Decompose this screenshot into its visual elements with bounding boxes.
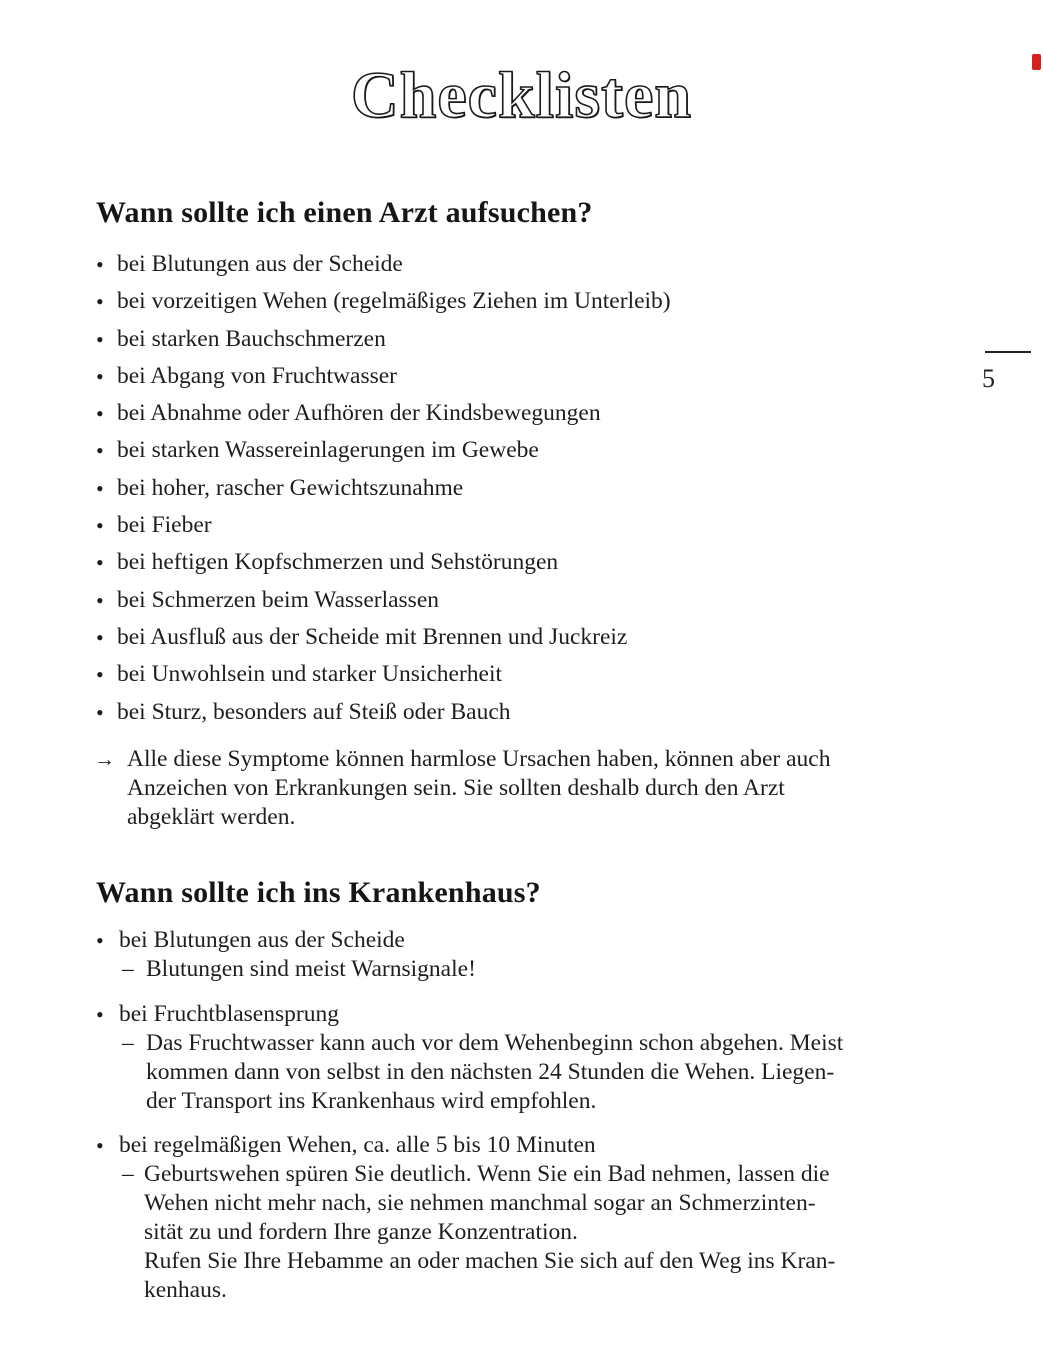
list-item <box>96 246 671 283</box>
hospital-item-detail <box>96 1029 906 1116</box>
page-number-rule <box>985 351 1031 353</box>
detail-line: Rufen Sie Ihre Hebamme an oder machen Sie sich auf den Weg ins Kran- <box>144 1248 836 1274</box>
list-item <box>96 582 671 619</box>
hospital-item-detail <box>96 1160 906 1305</box>
section-heading-doctor: Wann sollte ich einen Arzt aufsuchen? <box>96 196 593 229</box>
arrow-right-icon: → <box>94 747 115 771</box>
dash-icon: – <box>122 956 134 982</box>
note-text: Alle diese Symptome können harmlose Ursachen haben, können aber auch Anzeichen von Erkrankungen sein. Sie sollten deshalb durch den Arzt abgeklärt werden. <box>127 746 831 830</box>
hospital-item <box>96 1131 906 1305</box>
bullet-icon: • <box>96 928 104 953</box>
list-item-text: bei hoher, rascher Gewichtszunahme <box>117 474 464 501</box>
page-title: Checklisten <box>351 59 692 132</box>
hospital-item <box>96 1000 906 1116</box>
hospital-item-head <box>96 1131 906 1160</box>
list-item-text: bei heftigen Kopfschmerzen und Sehstörungen <box>117 549 559 576</box>
list-item <box>96 321 671 358</box>
hospital-item-label: bei regelmäßigen Wehen, ca. alle 5 bis 10 Minuten <box>119 1132 596 1158</box>
bullet-icon: • <box>96 1002 104 1027</box>
bullet-icon: • <box>96 252 104 277</box>
bullet-icon: • <box>96 289 104 315</box>
detail-line: der Transport ins Krankenhaus wird empfohlen. <box>146 1088 597 1114</box>
detail-line: kenhaus. <box>144 1277 227 1303</box>
doctor-note <box>94 745 874 832</box>
bullet-icon: • <box>96 401 104 427</box>
bullet-icon: • <box>96 475 104 501</box>
list-item <box>96 507 671 544</box>
dash-icon: – <box>122 1030 134 1056</box>
list-item <box>96 470 671 507</box>
detail-line: Blutungen sind meist Warnsignale! <box>146 956 476 982</box>
detail-line: Das Fruchtwasser kann auch vor dem Wehenbeginn schon abgehen. Meist <box>146 1030 844 1056</box>
detail-line: sität zu und fordern Ihre ganze Konzentration. <box>144 1219 578 1245</box>
hospital-item-head <box>96 926 906 955</box>
list-item-text: bei Blutungen aus der Scheide <box>117 251 403 277</box>
bullet-icon: • <box>96 587 104 613</box>
detail-line: Wehen nicht mehr nach, sie nehmen manchmal sogar an Schmerzinten- <box>144 1190 816 1216</box>
list-item <box>96 395 671 432</box>
bullet-icon: • <box>96 699 104 725</box>
dash-icon: – <box>122 1161 134 1187</box>
bullet-icon: • <box>96 326 104 352</box>
hospital-item-label: bei Blutungen aus der Scheide <box>119 927 405 953</box>
list-item <box>96 619 671 656</box>
list-item <box>96 656 671 693</box>
hospital-item-label: bei Fruchtblasensprung <box>119 1001 339 1027</box>
list-item <box>96 358 671 395</box>
bullet-icon: • <box>96 363 104 389</box>
hospital-item <box>96 926 906 984</box>
list-item-text: bei Schmerzen beim Wasserlassen <box>117 586 440 613</box>
list-item-text: bei Unwohlsein und starker Unsicherheit <box>117 661 503 688</box>
bullet-icon: • <box>96 624 104 650</box>
list-item-text: bei Ausfluß aus der Scheide mit Brennen und Juckreiz <box>117 623 628 650</box>
list-item-text: bei Abnahme oder Aufhören der Kindsbewegungen <box>117 400 601 427</box>
list-item <box>96 432 671 469</box>
hospital-item-detail <box>96 955 906 984</box>
doctor-checklist <box>96 246 671 731</box>
bullet-icon: • <box>96 513 104 539</box>
detail-line: Geburtswehen spüren Sie deutlich. Wenn Sie ein Bad nehmen, lassen die <box>144 1161 830 1187</box>
section-heading-hospital: Wann sollte ich ins Krankenhaus? <box>96 876 541 909</box>
bullet-icon: • <box>96 550 104 576</box>
bullet-icon: • <box>96 662 104 688</box>
list-item-text: bei starken Wassereinlagerungen im Gewebe <box>117 437 539 464</box>
bullet-icon: • <box>96 438 104 464</box>
list-item-text: bei starken Bauchschmerzen <box>117 325 386 352</box>
list-item-text: bei vorzeitigen Wehen (regelmäßiges Ziehen im Unterleib) <box>117 288 671 315</box>
page-number: 5 <box>982 364 995 393</box>
list-item <box>96 544 671 581</box>
hospital-item-head <box>96 1000 906 1029</box>
detail-line: kommen dann von selbst in den nächsten 24 Stunden die Wehen. Liegen- <box>146 1059 835 1085</box>
bullet-icon: • <box>96 1133 104 1158</box>
list-item-text: bei Sturz, besonders auf Steiß oder Bauch <box>117 698 511 725</box>
list-item <box>96 283 671 320</box>
list-item-text: bei Fieber <box>117 512 212 539</box>
list-item-text: bei Abgang von Fruchtwasser <box>117 362 397 389</box>
list-item <box>96 694 671 731</box>
